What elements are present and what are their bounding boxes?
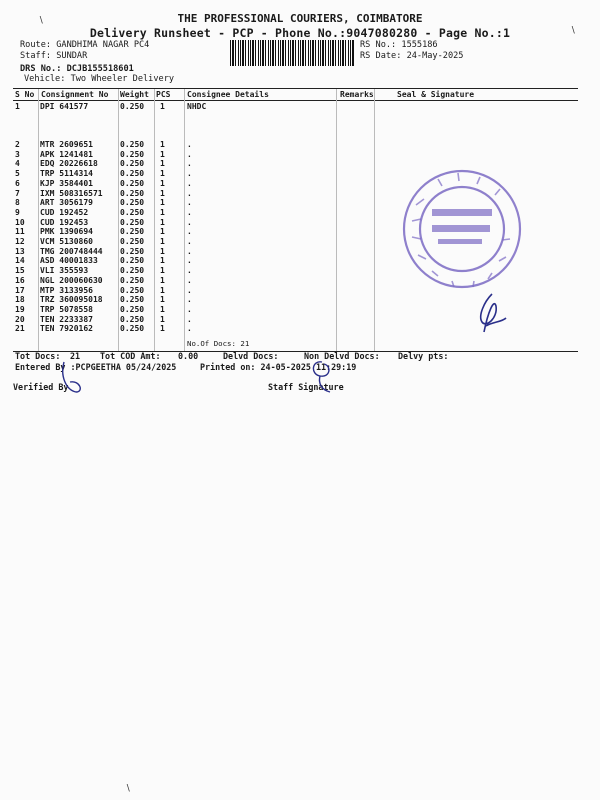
row-pcs: 1 — [160, 246, 165, 256]
table-header — [13, 89, 578, 101]
row-consignment: TMG 200748444 — [40, 246, 103, 256]
row-weight: 0.250 — [120, 295, 145, 305]
col-weight: Weight — [120, 90, 149, 99]
row-consignee: . — [187, 198, 192, 208]
row-pcs: 1 — [160, 102, 165, 111]
row-weight: 0.250 — [120, 198, 145, 208]
row-consignment: TRZ 360095018 — [40, 295, 103, 305]
row-consignment: VLI 355593 — [40, 266, 89, 276]
row-consignment: KJP 3584401 — [40, 178, 93, 188]
row-consignment: TRP 5114314 — [40, 169, 93, 179]
row-consignee: . — [187, 188, 192, 198]
row-weight: 0.250 — [120, 324, 145, 334]
row-sno: 12 — [15, 237, 25, 246]
row-consignment: PMK 1390694 — [40, 227, 93, 237]
row-weight: 0.250 — [120, 207, 145, 217]
row-weight: 0.250 — [120, 159, 145, 169]
row-sno: 19 — [15, 304, 25, 314]
barcode — [230, 40, 354, 66]
company-name: THE PROFESSIONAL COURIERS, COIMBATORE — [177, 12, 423, 25]
row-pcs: 1 — [160, 159, 165, 169]
row-pcs: 1 — [160, 304, 165, 314]
row-pcs: 1 — [160, 314, 165, 324]
row-pcs: 1 — [160, 275, 165, 285]
row-consignee: . — [187, 149, 192, 159]
row-consignee: . — [187, 169, 192, 179]
row-sno: 10 — [15, 217, 25, 227]
scan-speck: ∖ — [38, 16, 44, 26]
row-consignee: . — [187, 246, 192, 256]
row-sno: 2 — [15, 140, 20, 149]
row-sno: 14 — [15, 256, 25, 266]
row-consignee: . — [187, 140, 192, 149]
row-consignment: ART 3056179 — [40, 198, 93, 208]
row-pcs: 1 — [160, 178, 165, 188]
row-weight: 0.250 — [120, 304, 145, 314]
row-sno: 7 — [15, 188, 20, 198]
row-pcs: 1 — [160, 256, 165, 266]
row-pcs: 1 — [160, 324, 165, 334]
row-sno: 3 — [15, 149, 20, 159]
row-weight: 0.250 — [120, 275, 145, 285]
vehicle-label: Vehicle: Two Wheeler Delivery — [24, 74, 175, 84]
row-consignee: . — [187, 227, 192, 237]
row-consignment: APK 1241481 — [40, 149, 93, 159]
row-consignment: CUD 192453 — [40, 217, 89, 227]
row-pcs: 1 — [160, 285, 165, 295]
table-row — [13, 150, 578, 160]
row-pcs: 1 — [160, 237, 165, 246]
no-of-docs: No.Of Docs: 21 — [187, 339, 250, 348]
row-consignment: EDQ 20226618 — [40, 159, 98, 169]
row-sno: 20 — [15, 314, 25, 324]
row-consignee: . — [187, 266, 192, 276]
row-consignee: . — [187, 159, 192, 169]
row-pcs: 1 — [160, 217, 165, 227]
courier-stamp — [398, 165, 526, 293]
row-consignee: NHDC — [187, 102, 207, 111]
row-weight: 0.250 — [120, 285, 145, 295]
row-consignee: . — [187, 295, 192, 305]
row-sno: 8 — [15, 198, 20, 208]
row-weight: 0.250 — [120, 256, 145, 266]
entered-by: Entered By :PCPGEETHA 05/24/2025 — [15, 362, 177, 372]
page-title: Delivery Runsheet - PCP - Phone No.:9047080280 - Page No.:1 — [89, 26, 511, 40]
row-weight: 0.250 — [120, 266, 145, 276]
printed-on: Printed on: 24-05-2025 11:29:19 — [200, 362, 357, 372]
row-consignment: MTR 2609651 — [40, 140, 93, 149]
row-consignee: . — [187, 207, 192, 217]
row-consignment: VCM 5130860 — [40, 237, 93, 246]
drs-number: DRS No.: DCJB155518601 — [20, 64, 134, 74]
tot-docs-label: Tot Docs: — [15, 351, 61, 361]
row-sno: 13 — [15, 246, 25, 256]
row-pcs: 1 — [160, 207, 165, 217]
receiver-signature — [470, 292, 510, 337]
row-weight: 0.250 — [120, 169, 145, 179]
row-consignment: CUD 192452 — [40, 207, 89, 217]
col-seal: Seal & Signature — [397, 90, 475, 99]
handwritten-initial — [58, 358, 88, 398]
row-consignee: . — [187, 217, 192, 227]
row-consignee: . — [187, 178, 192, 188]
row-consignment: ASD 40001833 — [40, 256, 98, 266]
row-sno: 17 — [15, 285, 25, 295]
row-weight: 0.250 — [120, 227, 145, 237]
row-consignment: TRP 5078558 — [40, 304, 93, 314]
row-consignment: MTP 3133956 — [40, 285, 93, 295]
staff-handwritten-sign — [302, 356, 342, 396]
row-sno: 5 — [15, 169, 20, 179]
col-remarks: Remarks — [340, 90, 374, 99]
row-sno: 15 — [15, 266, 25, 276]
tot-cod-value: 0.00 — [178, 351, 199, 361]
route-label: Route: GANDHIMA NAGAR PC4 — [20, 40, 150, 50]
row-weight: 0.250 — [120, 237, 145, 246]
row-weight: 0.250 — [120, 246, 145, 256]
row-sno: 4 — [15, 159, 20, 169]
row-pcs: 1 — [160, 295, 165, 305]
staff-label: Staff: SUNDAR — [20, 51, 88, 61]
row-consignment: IXM 508316571 — [40, 188, 103, 198]
row-consignment: NGL 200060630 — [40, 275, 103, 285]
row-consignment: DPI 641577 — [40, 102, 89, 111]
row-sno: 21 — [15, 324, 25, 334]
rs-date: RS Date: 24-May-2025 — [360, 51, 464, 61]
row-weight: 0.250 — [120, 178, 145, 188]
row-consignee: . — [187, 304, 192, 314]
row-pcs: 1 — [160, 149, 165, 159]
rs-number: RS No.: 1555186 — [360, 40, 438, 50]
col-pcs: PCS — [156, 90, 171, 99]
row-sno: 6 — [15, 178, 20, 188]
row-sno: 16 — [15, 275, 25, 285]
row-consignee: . — [187, 324, 192, 334]
row-consignee: . — [187, 275, 192, 285]
col-consignment: Consignment No — [41, 90, 109, 99]
row-weight: 0.250 — [120, 140, 145, 149]
col-consignee: Consignee Details — [187, 90, 269, 99]
row-weight: 0.250 — [120, 102, 145, 111]
row-consignee: . — [187, 314, 192, 324]
scan-speck: ∖ — [125, 784, 131, 794]
row-pcs: 1 — [160, 227, 165, 237]
row-sno: 9 — [15, 207, 20, 217]
table-row — [13, 140, 578, 150]
row-sno: 11 — [15, 227, 25, 237]
delvy-pts: Delvy pts: — [398, 351, 449, 361]
row-weight: 0.250 — [120, 314, 145, 324]
scan-speck: ∖ — [570, 26, 576, 36]
row-consignee: . — [187, 285, 192, 295]
verified-by: Verified By — [13, 382, 69, 392]
table-row — [13, 102, 578, 112]
non-delvd-docs: Non Delvd Docs: — [304, 351, 380, 361]
row-consignment: TEN 7920162 — [40, 324, 93, 334]
row-pcs: 1 — [160, 140, 165, 149]
row-consignee: . — [187, 237, 192, 246]
row-pcs: 1 — [160, 198, 165, 208]
tot-cod-label: Tot COD Amt: — [100, 351, 161, 361]
row-weight: 0.250 — [120, 188, 145, 198]
row-sno: 1 — [15, 102, 20, 111]
row-pcs: 1 — [160, 169, 165, 179]
row-sno: 18 — [15, 295, 25, 305]
staff-signature: Staff Signature — [268, 382, 344, 392]
row-consignment: TEN 2233387 — [40, 314, 93, 324]
row-weight: 0.250 — [120, 149, 145, 159]
row-pcs: 1 — [160, 188, 165, 198]
row-consignee: . — [187, 256, 192, 266]
row-pcs: 1 — [160, 266, 165, 276]
delvd-docs: Delvd Docs: — [223, 351, 279, 361]
row-weight: 0.250 — [120, 217, 145, 227]
col-sno: S No — [15, 90, 35, 99]
tot-docs-value: 21 — [70, 351, 81, 361]
